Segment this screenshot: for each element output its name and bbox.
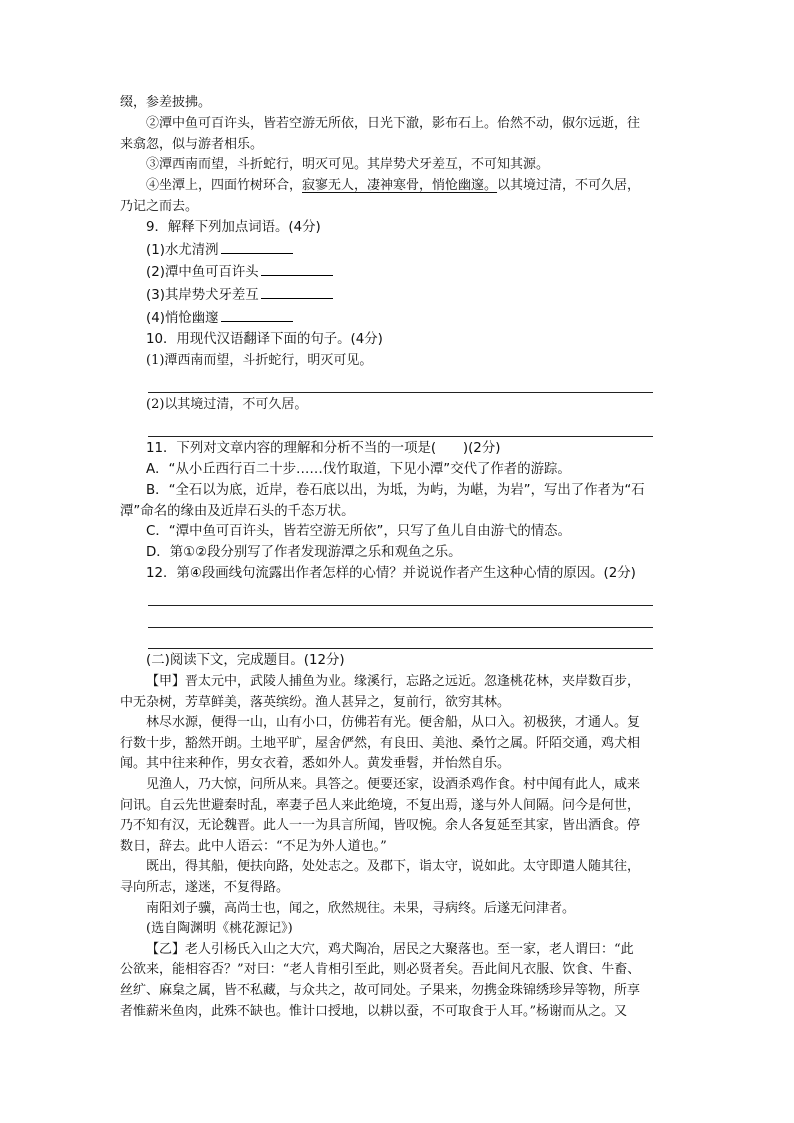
passage-line: 丝纩、麻枲之属，皆不私藏，与众共之，故可同处。子果来，勿携金珠锦绣珍异等物，所享: [120, 982, 641, 998]
passage-line: ②潭中鱼可百许头，皆若空游无所依，日光下澈，影布石上。佁然不动，俶尔远逝，往: [146, 115, 641, 131]
answer-line[interactable]: [148, 585, 653, 607]
passage-line: 寻向所志，遂迷，不复得路。: [120, 879, 290, 895]
question-10-sentence-2: (2)以其境过清，不可久居。: [146, 396, 308, 412]
passage-line: 既出，得其船，便扶向路，处处志之。及郡下，诣太守，说如此。太守即遣人随其往，: [146, 859, 641, 875]
answer-blank[interactable]: [261, 284, 333, 299]
passage-line: 缀，参差披拂。: [120, 95, 212, 110]
passage-line: 数日，辞去。此中人语云：“不足为外人道也。”: [120, 838, 387, 854]
passage-line: 林尽水源，便得一山，山有小口，仿佛若有光。便舍船，从口入。初极狭，才通人。复: [146, 715, 641, 731]
option-b[interactable]: B．“全石以为底，近岸，卷石底以出，为坻，为屿，为嵁，为岩”，写出了作者为“石: [146, 482, 645, 498]
item-text: (3)其岸势犬牙差互: [146, 288, 259, 304]
passage-line: 问讯。自云先世避秦时乱，率妻子邑人来此绝境，不复出焉，遂与外人间隔。问今是何世，: [120, 797, 641, 813]
question-11-stem: 11．下列对文章内容的理解和分析不当的一项是( )(2分): [146, 441, 501, 457]
passage-text: 晋太元中，武陵人捕鱼为业。缘溪行，忘路之远近。忽逢桃花林，夹岸数百步，: [185, 674, 641, 690]
question-9-item: [120, 307, 680, 330]
answer-line[interactable]: [148, 416, 653, 438]
question-9-item: [120, 239, 680, 262]
passage-line: 南阳刘子骥，高尚士也，闻之，欣然规往。未果，寻病终。后遂无问津者。: [146, 900, 576, 916]
passage-label-yi: 【乙】: [146, 941, 186, 957]
passage-line: 乃记之而去。: [120, 198, 199, 214]
item-text: (4)悄怆幽邃: [146, 310, 219, 326]
passage-line: [120, 940, 680, 961]
passage-line: [120, 176, 680, 197]
source-citation: (选自陶渊明《桃花源记》): [146, 921, 293, 937]
question-9-item: [120, 284, 680, 307]
exam-page: [120, 93, 680, 1022]
passage-line: 行数十步，豁然开朗。土地平旷，屋舍俨然，有良田、美池、桑竹之属。阡陌交通，鸡犬相: [120, 735, 641, 751]
answer-blank[interactable]: [221, 239, 293, 254]
question-12-stem: 12．第④段画线句流露出作者怎样的心情？并说说作者产生这种心情的原因。(2分): [146, 565, 636, 581]
passage-line: 见渔人，乃大惊，问所从来。具答之。便要还家，设酒杀鸡作食。村中闻有此人，咸来: [146, 777, 641, 792]
answer-blank[interactable]: [261, 261, 333, 276]
passage-line: 闻。其中往来种作，男女衣着，悉如外人。黄发垂髫，并怡然自乐。: [120, 756, 511, 772]
question-10-stem: 10．用现代汉语翻译下面的句子。(4分): [146, 331, 383, 347]
item-text: (1)水尤清洌: [146, 242, 219, 258]
passage-text: 老人引杨氏入山之大穴，鸡犬陶冶，居民之大聚落也。至一家，老人谓曰：“此: [185, 941, 634, 957]
passage-line: 中无杂树，芳草鲜美，落英缤纷。渔人甚异之，复前行，欲穷其林。: [120, 694, 511, 710]
passage-text: 以其境过清，不可久居，: [497, 178, 641, 194]
answer-line[interactable]: [148, 606, 653, 628]
answer-blank[interactable]: [221, 307, 293, 322]
item-text: (2)潭中鱼可百许头: [146, 265, 259, 281]
passage-line: 来翕忽，似与游者相乐。: [120, 136, 264, 152]
option-b-continued: 潭”命名的缘由及近岸石头的千态万状。: [120, 503, 355, 519]
passage-line: [120, 672, 680, 693]
option-c[interactable]: C．“潭中鱼可百许头，皆若空游无所依”，只写了鱼儿自由游弋的情态。: [146, 524, 571, 540]
answer-line[interactable]: [148, 371, 653, 393]
answer-line[interactable]: [148, 628, 653, 650]
passage-line: 者惟薪米鱼肉，此殊不缺也。惟计口授地，以耕以蚕，不可取食于人耳。”杨谢而从之。又: [120, 1003, 628, 1019]
section-2-heading: (二)阅读下文，完成题目。(12分): [146, 653, 345, 669]
passage-label-jia: 【甲】: [146, 674, 186, 690]
underlined-sentence: 寂寥无人，凄神寒骨，悄怆幽邃。: [302, 178, 498, 194]
passage-text: ④坐潭上，四面竹树环合，: [146, 178, 303, 194]
question-9-stem: 9．解释下列加点词语。(4分): [146, 219, 321, 235]
option-d[interactable]: D．第①②段分别写了作者发现游潭之乐和观鱼之乐。: [146, 545, 462, 561]
passage-line: 公欲来，能相容否？”对曰：“老人肯相引至此，则必贤者矣。吾此间凡衣服、饮食、牛畜、: [120, 962, 641, 978]
question-10-sentence-1: (1)潭西南而望，斗折蛇行，明灭可见。: [146, 352, 373, 368]
passage-line: 乃不知有汉，无论魏晋。此人一一为具言所闻，皆叹惋。余人各复延至其家，皆出酒食。停: [120, 818, 641, 834]
passage-line: ③潭西南而望，斗折蛇行，明灭可见。其岸势犬牙差互，不可知其源。: [146, 157, 550, 173]
option-a[interactable]: A．“从小丘西行百二十步……伐竹取道，下见小潭”交代了作者的游踪。: [146, 461, 571, 477]
question-9-item: [120, 261, 680, 284]
